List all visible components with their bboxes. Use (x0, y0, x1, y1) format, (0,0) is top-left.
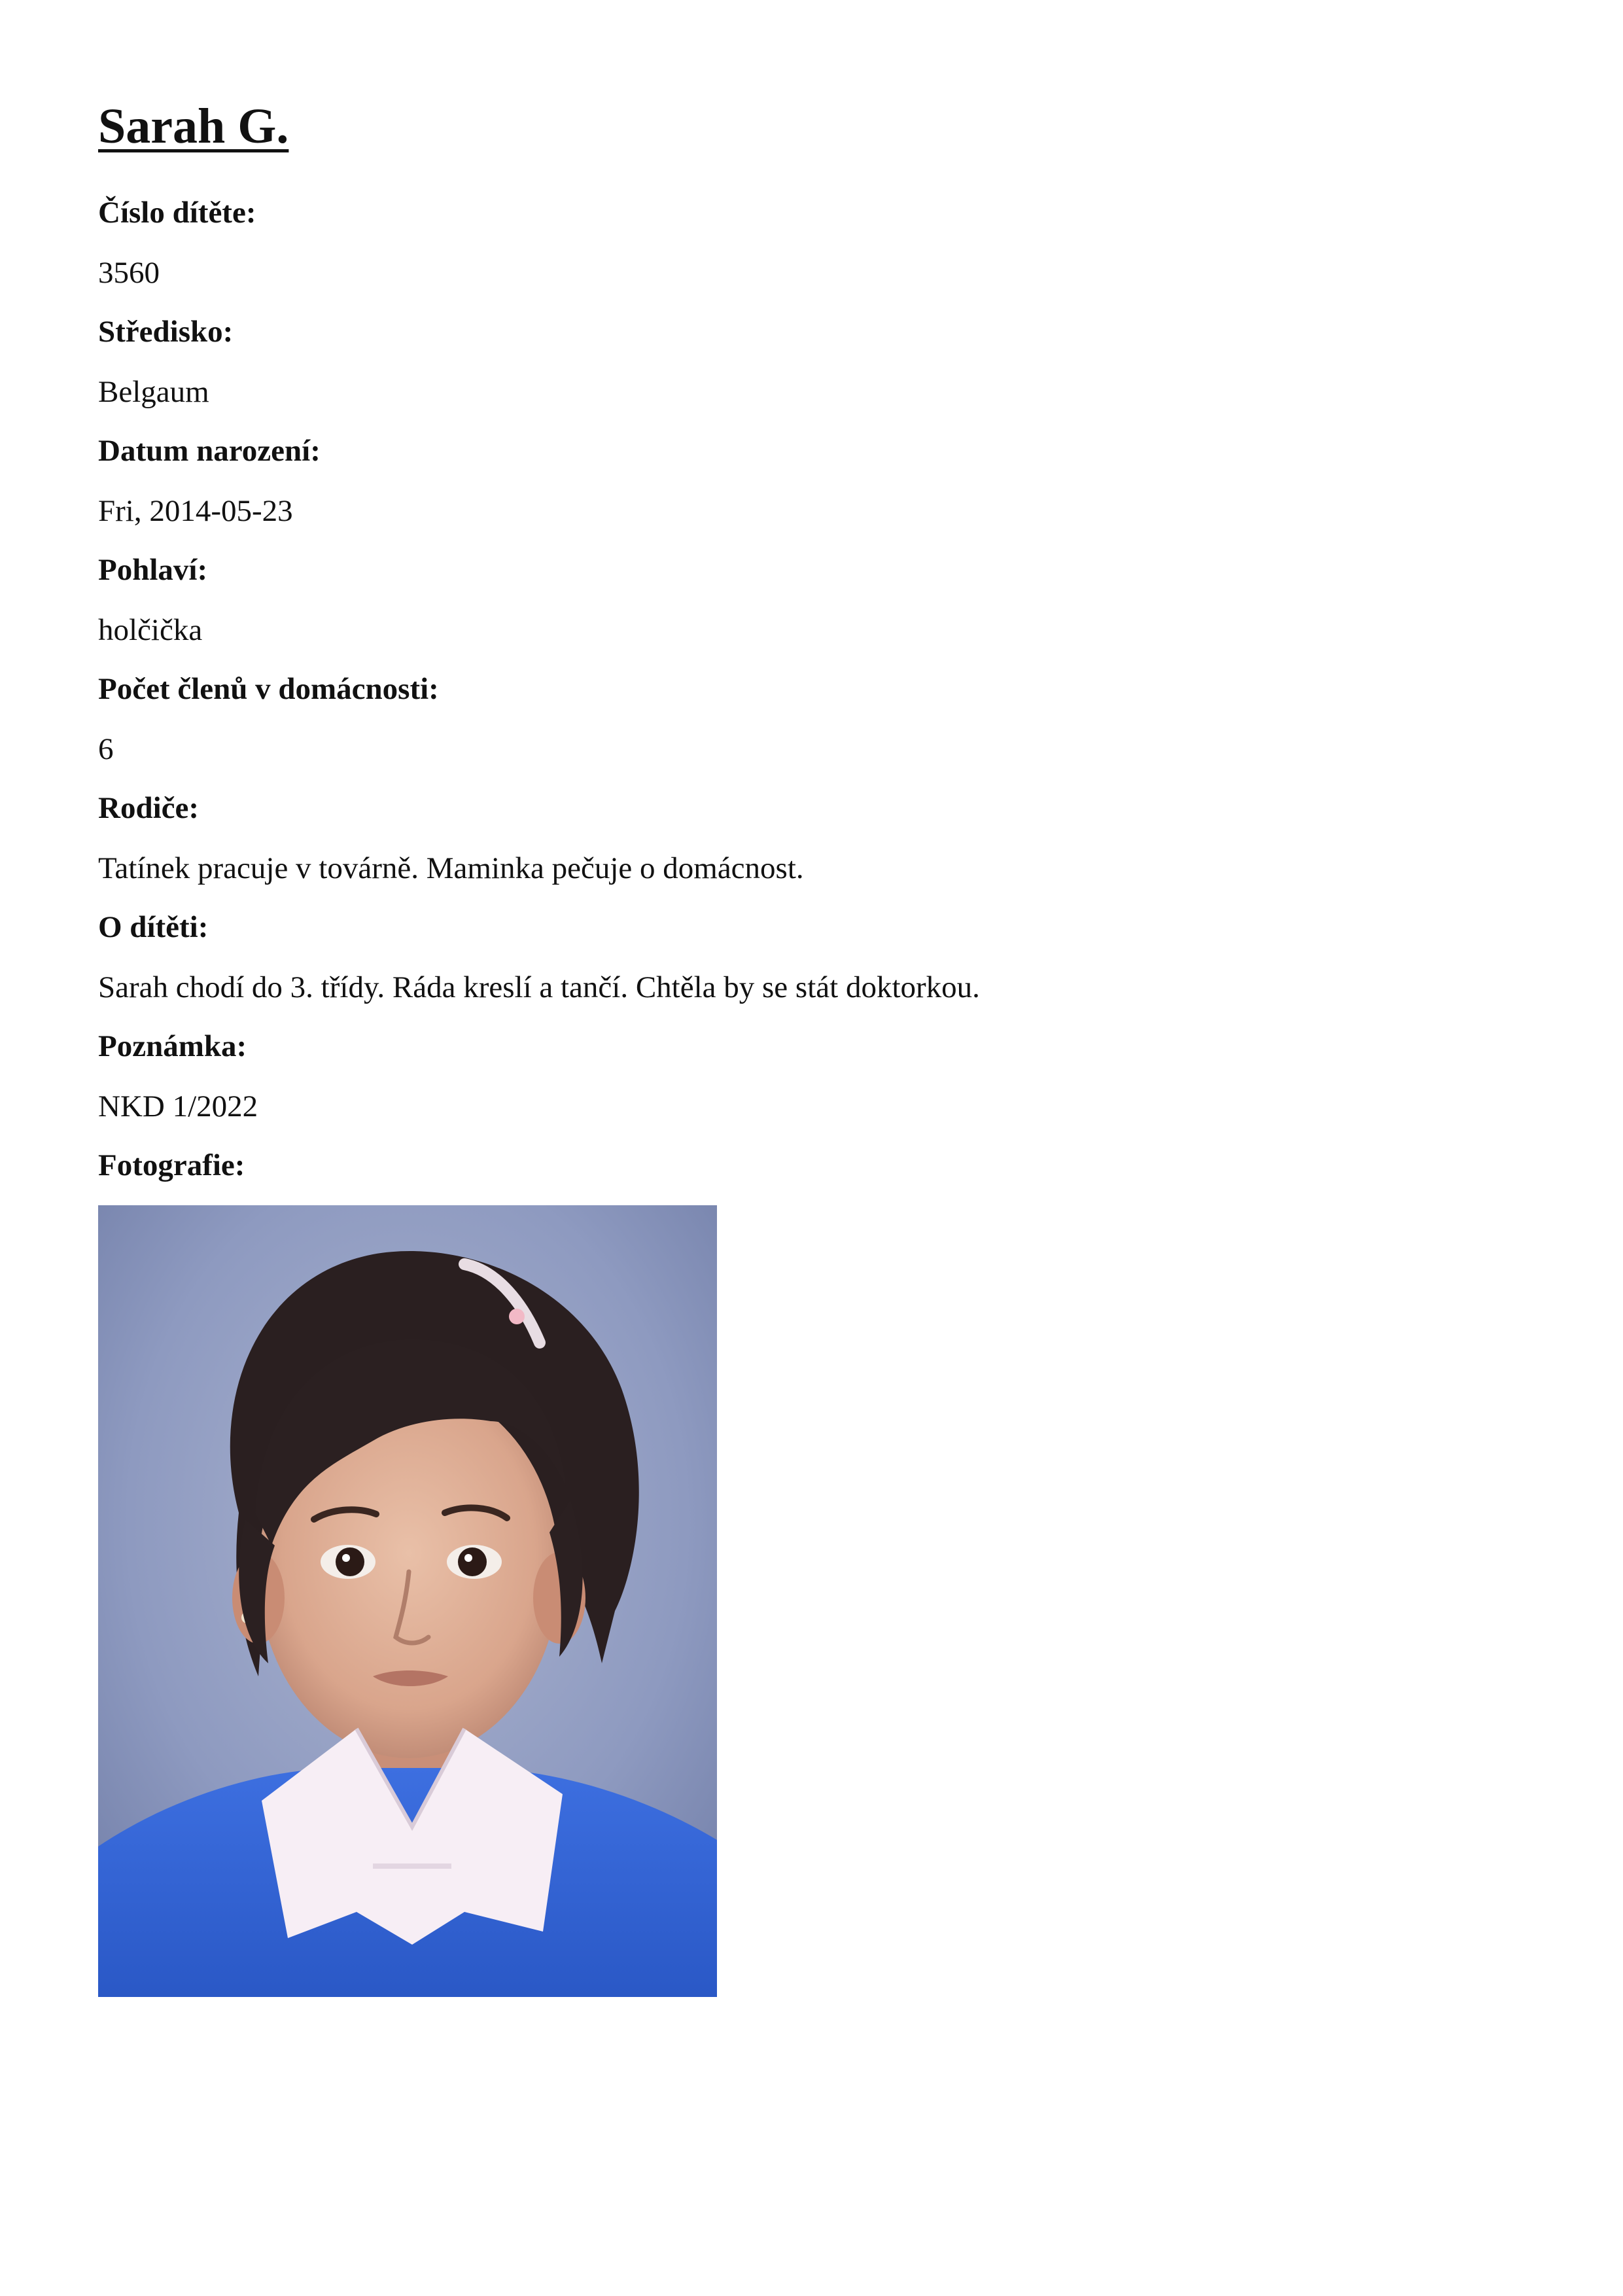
birth-date-label: Datum narození: (98, 434, 321, 468)
about-child-value: Sarah chodí do 3. třídy. Ráda kreslí a tančí. Chtěla by se stát doktorkou. (98, 970, 980, 1004)
gender-label: Pohlaví: (98, 553, 208, 587)
about-child-label: O dítěti: (98, 910, 209, 944)
center-value: Belgaum (98, 375, 209, 409)
note-label: Poznámka: (98, 1029, 247, 1063)
note-value: NKD 1/2022 (98, 1089, 258, 1123)
center-label: Středisko: (98, 315, 234, 349)
parents-label: Rodiče: (98, 791, 200, 825)
household-size-label: Počet členů v domácnosti: (98, 672, 439, 706)
child-portrait-photo (98, 1205, 717, 1997)
child-number-label: Číslo dítěte: (98, 196, 256, 230)
photo-label: Fotografie: (98, 1148, 245, 1182)
household-size-value: 6 (98, 732, 114, 766)
birth-date-value: Fri, 2014-05-23 (98, 494, 293, 528)
parents-value: Tatínek pracuje v továrně. Maminka pečuje o domácnost. (98, 851, 804, 885)
child-number-value: 3560 (98, 256, 160, 290)
gender-value: holčička (98, 613, 203, 647)
child-name-title: Sarah G. (98, 99, 289, 154)
